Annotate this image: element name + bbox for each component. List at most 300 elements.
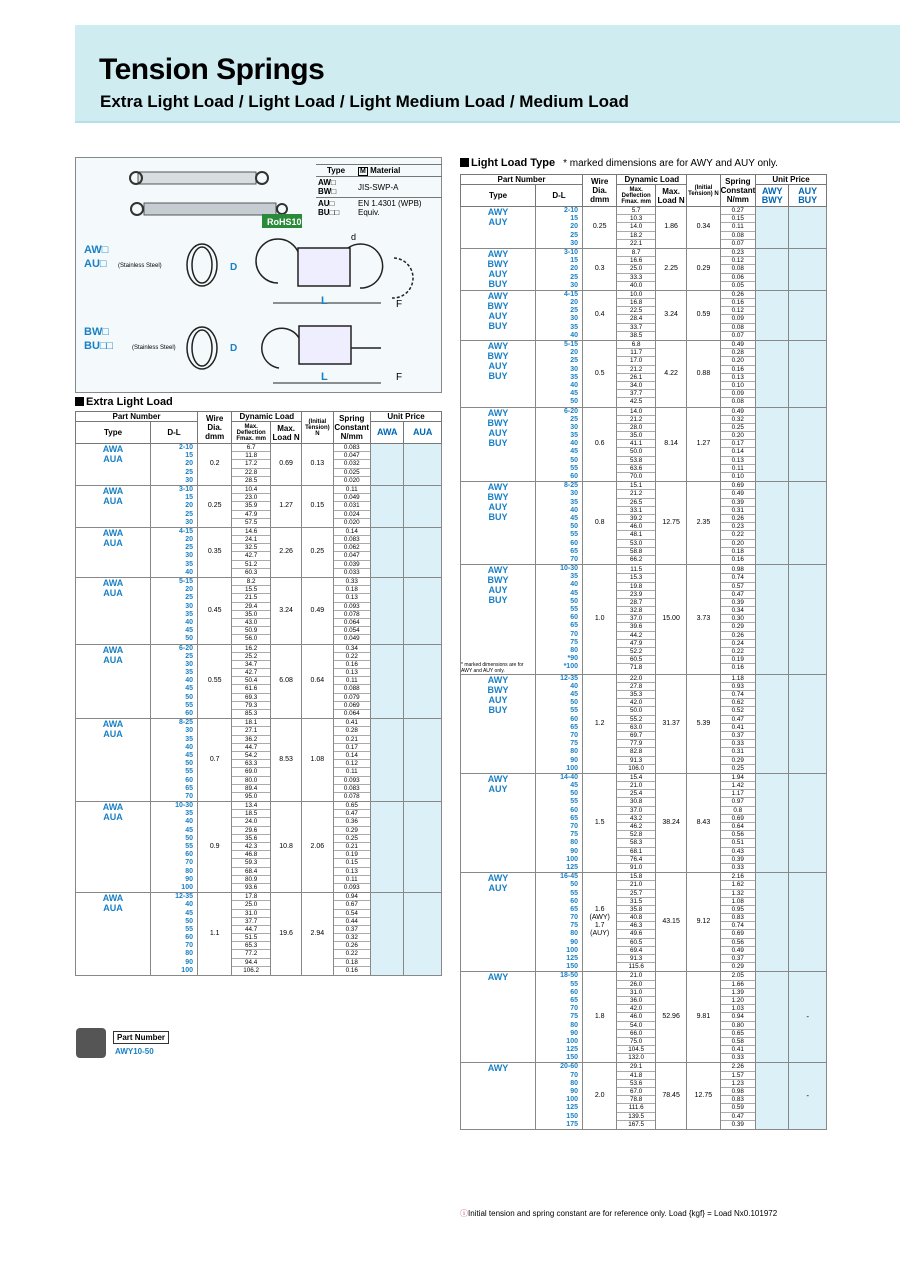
- spec-group-row: [461, 248, 827, 290]
- fmax-value: 11.8: [232, 452, 270, 460]
- dl-value: 20: [185, 460, 193, 468]
- price-cell[interactable]: [404, 527, 442, 577]
- type-cell: [461, 674, 536, 773]
- fmax-value: 42.7: [232, 669, 270, 677]
- spring-constant-value: 0.36: [334, 818, 371, 826]
- fmax-value: 21.0: [617, 972, 655, 980]
- wire-dia: 0.2: [197, 444, 231, 486]
- dl-value: 6-20: [563, 407, 578, 415]
- price-cell[interactable]: [756, 482, 789, 565]
- dl-value: 45: [570, 390, 578, 398]
- spring-constant-value: 0.12: [721, 257, 755, 265]
- price-cell[interactable]: [371, 485, 404, 527]
- dl-value: 45: [185, 909, 193, 917]
- dim-d: d: [351, 232, 357, 242]
- spring-constant-value: 1.94: [721, 774, 755, 782]
- spring-constant-value: 0.08: [721, 232, 755, 240]
- spring-constant-value: 0.39: [731, 1120, 744, 1128]
- spring-constant-value: 1.03: [721, 1005, 755, 1013]
- spring-constant-value: 0.16: [345, 966, 358, 974]
- dl-value: 90: [570, 756, 578, 764]
- price-cell[interactable]: [371, 802, 404, 893]
- dl-value: 30: [185, 476, 193, 484]
- price-cell[interactable]: [371, 578, 404, 645]
- spring-constant-value: 0.062: [334, 544, 371, 552]
- price-cell[interactable]: [789, 565, 827, 675]
- spring-constant-value: 0.49: [721, 341, 755, 349]
- price-cell[interactable]: [404, 444, 442, 486]
- price-cell[interactable]: [756, 1063, 789, 1130]
- dl-value: 60: [570, 897, 578, 905]
- spring-constant-value: 0.19: [721, 656, 755, 664]
- spring-constant-value: 0.16: [731, 555, 744, 563]
- fmax-value: 80.9: [232, 876, 270, 884]
- dl-value: 35: [185, 560, 193, 568]
- type-cell: [76, 893, 151, 976]
- spring-constant-cell: [333, 527, 371, 577]
- type-code: AWA: [102, 719, 124, 730]
- fmax-value: 34.0: [617, 382, 655, 390]
- spring-constant-value: 0.80: [721, 1022, 755, 1030]
- dl-cell: [151, 578, 198, 645]
- spring-constant-value: 0.049: [343, 635, 360, 643]
- material-types: AU□ BU□□: [316, 198, 356, 219]
- spring-constant-value: 2.16: [721, 873, 755, 881]
- spring-constant-cell: [720, 873, 755, 972]
- spring-constant-value: 0.18: [334, 959, 371, 967]
- price-cell[interactable]: [756, 873, 789, 972]
- th-part-number: Part Number: [76, 412, 198, 422]
- fmax-value: 35.8: [617, 906, 655, 914]
- fmax-value: 66.0: [617, 1030, 655, 1038]
- spring-constant-value: 1.42: [721, 782, 755, 790]
- spec-group-row: [461, 565, 827, 675]
- th-unit-price: Unit Price: [371, 412, 442, 422]
- dl-value: 45: [185, 751, 193, 759]
- dl-value: 35: [570, 373, 578, 381]
- type-code: AUA: [103, 812, 123, 823]
- spring-constant-value: 0.24: [721, 640, 755, 648]
- dl-cell: [151, 802, 198, 893]
- type-code: AUY: [488, 268, 508, 279]
- spring-constant-value: 0.16: [334, 661, 371, 669]
- spring-constant-value: 0.19: [334, 851, 371, 859]
- price-cell[interactable]: -: [789, 1063, 827, 1130]
- dl-value: 50: [185, 834, 193, 842]
- price-cell[interactable]: [756, 248, 789, 290]
- dl-value: 55: [570, 531, 578, 539]
- price-cell[interactable]: [404, 485, 442, 527]
- dl-value: 40: [570, 682, 578, 690]
- type-cell: [76, 444, 151, 486]
- fmax-cell: [232, 527, 271, 577]
- dl-value: 5-15: [178, 578, 193, 585]
- dl-value: 100: [566, 1037, 578, 1045]
- max-load: 52.96: [655, 972, 686, 1063]
- type-code: BWY: [487, 684, 509, 695]
- spec-group-row: [76, 719, 442, 802]
- spring-constant-value: 0.33: [334, 578, 371, 586]
- dl-value: 15: [185, 494, 193, 502]
- spring-constant-cell: [333, 893, 371, 976]
- fmax-value: 91.0: [630, 863, 643, 871]
- fmax-value: 40.0: [630, 281, 643, 289]
- dl-value: 10-30: [175, 802, 193, 810]
- price-cell[interactable]: [756, 773, 789, 872]
- spring-constant-value: 0.12: [721, 307, 755, 315]
- product-photo: [130, 172, 287, 215]
- max-load: 0.69: [270, 444, 301, 486]
- extra-light-load-table: [75, 411, 442, 976]
- spring-constant-value: 0.69: [721, 482, 755, 490]
- dl-value: 45: [570, 448, 578, 456]
- price-cell[interactable]: [789, 407, 827, 482]
- dl-value: 30: [185, 602, 193, 610]
- spring-constant-cell: [720, 407, 755, 482]
- price-cell[interactable]: [404, 578, 442, 645]
- price-cell[interactable]: [789, 482, 827, 565]
- price-cell[interactable]: [371, 719, 404, 802]
- th-spring-label: Spring Constant: [720, 177, 756, 195]
- price-cell[interactable]: [789, 873, 827, 972]
- spring-constant-value: 0.31: [721, 507, 755, 515]
- th-type: Type: [76, 422, 151, 444]
- fmax-value: 46.0: [617, 523, 655, 531]
- material-badge: M: [360, 168, 366, 175]
- spring-constant-value: 0.13: [721, 457, 755, 465]
- spring-constant-value: 0.37: [334, 926, 371, 934]
- fmax-value: 94.4: [232, 959, 270, 967]
- fmax-value: 115.6: [628, 963, 644, 971]
- dim-D-top: D: [230, 262, 238, 273]
- spring-constant-value: 0.29: [731, 963, 744, 971]
- dl-cell: [151, 444, 198, 486]
- spring-constant-value: 0.13: [334, 868, 371, 876]
- dl-value: 14-40: [560, 773, 578, 781]
- dl-value: 25: [185, 652, 193, 660]
- fmax-value: 40.8: [617, 914, 655, 922]
- wire-dia: 1.1: [197, 893, 231, 976]
- price-cell[interactable]: -: [789, 972, 827, 1063]
- fmax-value: 16.6: [617, 257, 655, 265]
- type-code: AUY: [488, 694, 508, 705]
- type-cell: [461, 873, 536, 972]
- th-unit-price: Unit Price: [756, 175, 827, 185]
- price-cell[interactable]: [756, 407, 789, 482]
- dl-value: 8-25: [178, 719, 193, 727]
- fmax-value: 21.2: [617, 366, 655, 374]
- spring-constant-value: 0.25: [334, 835, 371, 843]
- dl-value: 90: [570, 1088, 578, 1096]
- price-cell[interactable]: [789, 773, 827, 872]
- spring-constant-value: 0.064: [334, 619, 371, 627]
- dl-value: 90: [185, 875, 193, 883]
- th-dl: D-L: [536, 185, 583, 207]
- th-spring-label: Spring Constant: [334, 414, 370, 432]
- fmax-value: 53.6: [617, 1080, 655, 1088]
- fmax-value: 61.6: [232, 685, 270, 693]
- fmax-value: 56.0: [245, 635, 258, 643]
- spring-constant-cell: [720, 972, 755, 1063]
- dl-value: 20: [185, 502, 193, 510]
- fmax-value: 23.0: [232, 494, 270, 502]
- fmax-value: 48.1: [617, 531, 655, 539]
- price-cell[interactable]: [756, 290, 789, 340]
- dl-value: 15: [570, 257, 578, 265]
- price-cell[interactable]: [371, 644, 404, 719]
- dl-value: 80: [185, 950, 193, 958]
- footnote: [460, 1208, 777, 1219]
- spring-constant-value: 0.29: [721, 757, 755, 765]
- dl-cell: [536, 290, 583, 340]
- spring-constant-value: 0.16: [721, 299, 755, 307]
- spring-constant-value: 0.56: [721, 831, 755, 839]
- spring-constant-value: 0.093: [343, 883, 360, 891]
- type-code: AWY: [487, 290, 509, 301]
- spring-constant-value: 1.17: [721, 790, 755, 798]
- dl-value: 40: [185, 618, 193, 626]
- fmax-value: 91.3: [617, 955, 655, 963]
- dl-value: 4-15: [178, 527, 193, 535]
- page-title: Tension Springs: [99, 53, 325, 86]
- dl-value: 80: [185, 867, 193, 875]
- spec-group-row: [461, 290, 827, 340]
- fmax-value: 17.2: [232, 460, 270, 468]
- price-cell[interactable]: [371, 444, 404, 486]
- dl-value: 60: [185, 934, 193, 942]
- type-code: AWY: [487, 565, 509, 576]
- type-cell: [461, 773, 536, 872]
- type-code: AUA: [103, 454, 123, 464]
- fmax-value: 93.6: [245, 883, 258, 891]
- fmax-value: 22.1: [630, 239, 643, 247]
- spring-constant-value: 0.078: [343, 792, 360, 800]
- dl-value: 20-60: [560, 1063, 578, 1071]
- max-load: 38.24: [655, 773, 686, 872]
- spring-constant-value: 0.47: [334, 810, 371, 818]
- type-code: AUY: [488, 310, 508, 321]
- dl-cell: [536, 972, 583, 1063]
- price-cell[interactable]: [789, 290, 827, 340]
- type-code: AWA: [102, 527, 124, 538]
- dl-value: 65: [185, 784, 193, 792]
- type-cell: [461, 1063, 536, 1130]
- light-load-table: [460, 174, 827, 1130]
- fmax-value: 21.0: [617, 782, 655, 790]
- th-deflection: Max. Deflection Fmax. mm: [232, 422, 271, 444]
- price-cell[interactable]: [789, 207, 827, 249]
- type-cell: [461, 207, 536, 249]
- spring-constant-value: 0.34: [721, 607, 755, 615]
- wire-dia: 1.0: [582, 565, 616, 675]
- spec-group-row: [461, 773, 827, 872]
- fmax-value: 10.4: [232, 486, 270, 494]
- fmax-value: 14.0: [617, 408, 655, 416]
- type-code: AUY: [488, 783, 508, 794]
- fmax-value: 77.2: [232, 950, 270, 958]
- fmax-value: 58.8: [617, 548, 655, 556]
- fmax-value: 106.0: [628, 764, 645, 772]
- spring-constant-value: 0.43: [721, 848, 755, 856]
- fmax-value: 35.0: [617, 432, 655, 440]
- spring-constant-value: 0.26: [334, 942, 371, 950]
- spring-constant-value: 0.15: [334, 859, 371, 867]
- initial-tension: 9.12: [687, 873, 720, 972]
- spring-constant-cell: [720, 341, 755, 408]
- dl-value: 55: [570, 980, 578, 988]
- fmax-value: 22.8: [232, 469, 270, 477]
- fmax-value: 18.1: [232, 719, 270, 727]
- th-spring: [720, 175, 755, 207]
- spec-group-row: [461, 1063, 827, 1130]
- fmax-cell: [232, 802, 271, 893]
- dl-value: 80: [570, 1021, 578, 1029]
- price-cell[interactable]: [404, 893, 442, 976]
- dl-value: 10-30: [560, 565, 578, 573]
- fmax-value: 63.3: [232, 760, 270, 768]
- spring-constant-value: 0.83: [721, 914, 755, 922]
- max-load: 6.08: [270, 644, 301, 719]
- spec-group-row: [461, 972, 827, 1063]
- initial-tension: 12.75: [687, 1063, 720, 1130]
- dl-value: 40: [570, 581, 578, 589]
- spring-constant-value: 0.30: [721, 615, 755, 623]
- price-cell[interactable]: [756, 565, 789, 675]
- fmax-cell: [617, 773, 656, 872]
- fmax-value: 19.8: [617, 583, 655, 591]
- type-code: AUY: [488, 502, 508, 513]
- spring-constant-value: 0.94: [334, 893, 371, 901]
- fmax-value: 15.8: [617, 873, 655, 881]
- spring-constant-value: 0.74: [721, 574, 755, 582]
- dl-value: 40: [185, 818, 193, 826]
- dl-value: 35: [185, 735, 193, 743]
- wire-dia: 0.55: [197, 644, 231, 719]
- spring-constant-value: 0.033: [343, 568, 360, 576]
- price-cell[interactable]: [404, 802, 442, 893]
- dl-value: 55: [185, 701, 193, 709]
- spring-constant-value: 0.09: [721, 390, 755, 398]
- price-cell[interactable]: [756, 341, 789, 408]
- dl-value: 60: [570, 539, 578, 547]
- spring-constant-value: 0.26: [721, 632, 755, 640]
- dl-cell: [151, 644, 198, 719]
- price-cell[interactable]: [371, 893, 404, 976]
- dl-value: 50: [185, 760, 193, 768]
- type-code: AUY: [488, 585, 508, 596]
- spring-constant-value: 0.15: [721, 215, 755, 223]
- price-cell[interactable]: [756, 207, 789, 249]
- initial-tension: 9.81: [687, 972, 720, 1063]
- dim-L-top: L: [321, 295, 328, 307]
- fmax-value: 49.6: [617, 930, 655, 938]
- spring-constant-value: 0.39: [721, 856, 755, 864]
- spring-constant-value: 0.078: [334, 611, 371, 619]
- dl-value: 55: [570, 707, 578, 715]
- fmax-value: 53.8: [617, 457, 655, 465]
- dl-value: 50: [185, 635, 193, 643]
- spring-constant-value: 0.41: [334, 719, 371, 727]
- fmax-value: 47.9: [232, 511, 270, 519]
- price-cell[interactable]: [371, 527, 404, 577]
- fmax-value: 42.5: [630, 398, 643, 406]
- fmax-value: 60.3: [245, 568, 258, 576]
- fmax-value: 47.9: [617, 640, 655, 648]
- price-cell[interactable]: [756, 674, 789, 773]
- fmax-value: 14.0: [617, 223, 655, 231]
- dl-value: 2-10: [563, 207, 578, 214]
- type-code: AUA: [103, 729, 123, 740]
- spec-group-row: [461, 341, 827, 408]
- spring-constant-value: 0.064: [343, 710, 360, 717]
- type-cell: [76, 644, 151, 719]
- fmax-value: 42.0: [617, 1005, 655, 1013]
- spring-constant-value: 0.65: [721, 1030, 755, 1038]
- dl-value: 25: [185, 510, 193, 518]
- dl-value: 90: [570, 847, 578, 855]
- dl-value: 60: [570, 473, 578, 480]
- dl-value: 65: [570, 723, 578, 731]
- dl-cell: [536, 248, 583, 290]
- fmax-value: 79.3: [232, 702, 270, 710]
- dim-D-bottom: D: [230, 343, 238, 354]
- dl-value: 125: [566, 1046, 578, 1054]
- material-head-type: Type: [316, 165, 356, 177]
- spring-constant-value: 0.31: [721, 748, 755, 756]
- initial-tension: 8.43: [687, 773, 720, 872]
- spring-constant-value: 0.67: [334, 901, 371, 909]
- dl-value: 90: [185, 958, 193, 966]
- fmax-value: 76.4: [617, 856, 655, 864]
- price-cell[interactable]: [404, 644, 442, 719]
- spring-constant-value: 0.49: [721, 490, 755, 498]
- price-cell[interactable]: [404, 719, 442, 802]
- price-cell[interactable]: [789, 674, 827, 773]
- fmax-cell: [232, 444, 271, 486]
- fmax-value: 25.0: [617, 265, 655, 273]
- fmax-value: 10.0: [617, 291, 655, 299]
- dl-value: 55: [185, 843, 193, 850]
- dl-value: 80: [570, 1079, 578, 1087]
- fmax-cell: [617, 1063, 656, 1130]
- price-cell[interactable]: [789, 341, 827, 408]
- spring-constant-value: 0.32: [721, 416, 755, 424]
- dl-value: 150: [566, 1054, 578, 1062]
- dl-value: 50: [185, 693, 193, 701]
- dl-value: 150: [566, 1112, 578, 1120]
- dl-value: 70: [570, 630, 578, 638]
- fmax-value: 35.3: [617, 691, 655, 699]
- fmax-value: 111.6: [617, 1104, 655, 1112]
- spring-constant-value: 0.39: [721, 599, 755, 607]
- fmax-value: 37.7: [232, 918, 270, 926]
- spring-constant-value: 1.20: [721, 997, 755, 1005]
- initial-tension: 3.73: [687, 565, 720, 675]
- dl-value: 35: [185, 810, 193, 818]
- fmax-value: 18.5: [232, 810, 270, 818]
- spring-constant-value: 2.05: [721, 972, 755, 980]
- spring-constant-value: 0.26: [721, 515, 755, 523]
- fmax-value: 29.6: [232, 827, 270, 835]
- price-cell[interactable]: [756, 972, 789, 1063]
- fmax-cell: [617, 972, 656, 1063]
- dl-cell: [536, 674, 583, 773]
- price-cell[interactable]: [789, 248, 827, 290]
- dl-value: 8-25: [563, 482, 578, 490]
- initial-tension: 0.29: [687, 248, 720, 290]
- dl-value: 75: [570, 740, 578, 748]
- dl-value: 35: [570, 498, 578, 506]
